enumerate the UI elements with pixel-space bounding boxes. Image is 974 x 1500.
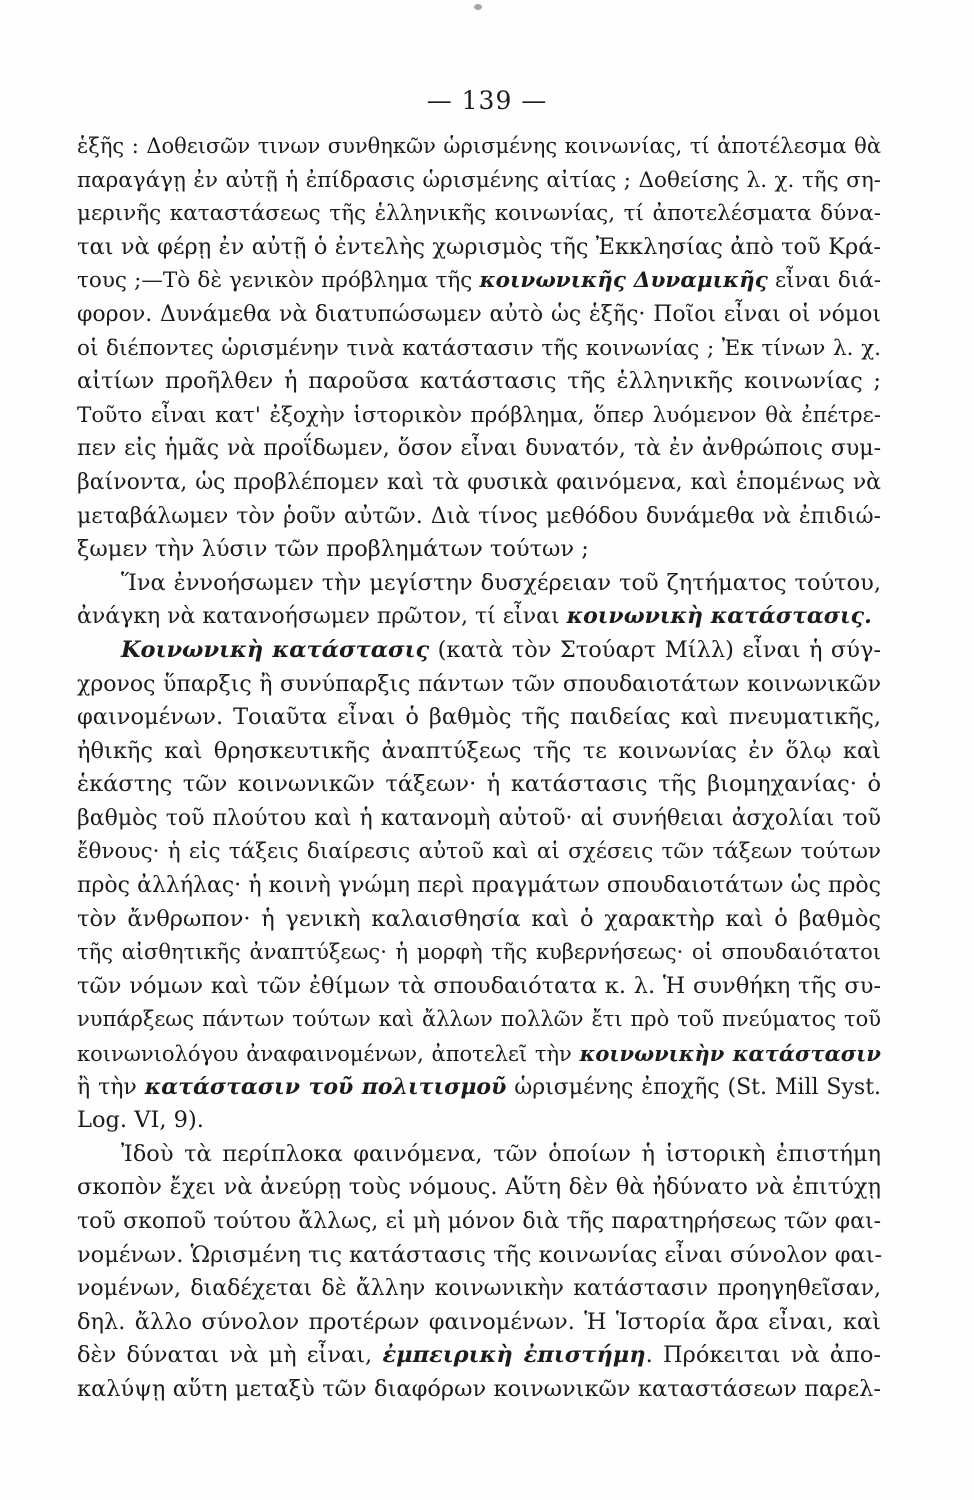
text-line: νομένων. Ὡρισμένη τις κατάστασις τῆς κοινωνίας εἶναι σύνολον φαι- [77, 1241, 883, 1268]
text-segment: τους ;—Τὸ δὲ γενικὸν πρόβλημα τῆς [77, 268, 473, 294]
text-line: χρονος ὕπαρξις ἢ συνύπαρξις πάντων τῶν σπουδαιοτάτων κοινωνικῶν [77, 671, 881, 697]
text-line: Ἰδοὺ τὰ περίπλοκα φαινόμενα, τῶν ὁποίων ἡ ἱστορικὴ ἐπιστήμη [121, 1140, 881, 1167]
text-line: μεταβάλωμεν τὸν ῥοῦν αὐτῶν. Διὰ τίνος μεθόδου δυνάμεθα νὰ ἐπιδιώ- [77, 503, 881, 529]
text-line: αἰτίων προῆλθεν ἡ παροῦσα κατάστασις τῆς ἑλληνικῆς κοινωνίας ; [77, 368, 881, 395]
emphasis-state-of-civilization: κατάστασιν τοῦ πολιτισμοῦ [144, 1073, 507, 1100]
text-line: πεν εἰς ἡμᾶς νὰ προΐδωμεν, ὅσον εἶναι δυνατόν, τὰ ἐν ἀνθρώποις συμ- [77, 436, 881, 462]
text-line: σκοπὸν ἔχει νὰ ἀνεύρῃ τοὺς νόμους. Αὕτη δὲν θὰ ἠδύνατο νὰ ἐπιτύχῃ [77, 1174, 881, 1201]
text-line: ἑξῆς : Δοθεισῶν τινων συνθηκῶν ὡρισμένης κοινωνίας, τί ἀποτέλεσμα θὰ [77, 134, 881, 158]
emphasis-social-state-acc: κοινωνικὴν κατάστασιν [579, 1041, 881, 1067]
text-line: τὸν ἄνθρωπον· ἡ γενικὴ καλαισθησία καὶ ὁ χαρακτὴρ καὶ ὁ βαθμὸς [77, 905, 881, 932]
text-line: Log. VI, 9). [77, 1107, 204, 1134]
text-segment: κοινωνιολόγου ἀναφαινομένων, ἀποτελεῖ τὴν [77, 1042, 572, 1067]
text-line: δηλ. ἄλλο σύνολον προτέρων φαινομένων. Ἡ Ἱστορία ἄρα εἶναι, καὶ [77, 1308, 881, 1335]
text-segment: δὲν δύναται νὰ μὴ εἶναι, [77, 1342, 373, 1369]
text-line: πρὸς ἀλλήλας· ἡ κοινὴ γνώμη περὶ πραγμάτων σπουδαιοτάτων ὡς πρὸς [77, 873, 881, 899]
text-segment: εἶναι διά- [775, 268, 881, 294]
text-line: ἑκάστης τῶν κοινωνικῶν τάξεων· ἡ κατάστασις τῆς βιομηχανίας· ὁ [77, 771, 881, 798]
emphasis-social-dynamics: κοινωνικῆς Δυναμικῆς [479, 268, 768, 294]
text-line [77, 1037, 881, 1071]
text-line: βαθμὸς τοῦ πλούτου καὶ ἡ κατανομὴ αὐτοῦ· αἱ συνήθειαι ἀσχολίαι τοῦ [77, 805, 881, 831]
text-line [77, 1339, 881, 1373]
text-line: ται νὰ φέρῃ ἐν αὐτῇ ὁ ἐντελὴς χωρισμὸς τῆς Ἐκκλησίας ἀπὸ τοῦ Κρά- [77, 233, 881, 260]
text-line: Τοῦτο εἶναι κατ' ἐξοχὴν ἱστορικὸν πρόβλημα, ὅπερ λυόμενον θὰ ἐπέτρε- [77, 402, 881, 428]
text-segment: . Πρόκειται νὰ ἀπο- [645, 1342, 881, 1369]
text-segment: (κατὰ τὸν Στούαρτ Μίλλ) εἶναι ἡ σύγ- [437, 636, 881, 663]
text-line [77, 264, 881, 298]
text-line: ξωμεν τὴν λύσιν τῶν προβλημάτων τούτων ; [77, 536, 589, 563]
text-line: νυπάρξεως πάντων τούτων καὶ ἄλλων πολλῶν ἔτι πρὸ τοῦ πνεύματος τοῦ [77, 1007, 881, 1032]
text-segment: ἀνάγκη νὰ κατανοήσωμεν πρῶτον, τί εἶναι [77, 604, 560, 630]
text-line: βαίνοντα, ὡς προβλέπομεν καὶ τὰ φυσικὰ φαινόμενα, καὶ ἑπομένως νὰ [77, 469, 881, 495]
text-line: φαινομένων. Τοιαῦτα εἶναι ὁ βαθμὸς τῆς παιδείας καὶ πνευματικῆς, [77, 704, 881, 731]
emphasis-social-state: κοινωνικὴ κατάστασις. [566, 603, 872, 630]
text-line: Ἵνα ἐννοήσωμεν τὴν μεγίστην δυσχέρειαν τοῦ ζητήματος τούτου, [121, 569, 881, 596]
text-line: ἔθνους· ἡ εἰς τάξεις διαίρεσις αὐτοῦ καὶ αἱ σχέσεις τῶν τάξεων τούτων [77, 839, 881, 865]
text-line: οἱ διέποντες ὡρισμένην τινὰ κατάστασιν τῆς κοινωνίας ; Ἐκ τίνων λ. χ. [77, 335, 881, 361]
ink-speck [474, 4, 482, 10]
text-segment: ὡρισμένης ἐποχῆς (St. Mill Syst. [514, 1074, 882, 1100]
emphasis-empirical-science: ἐμπειρικὴ ἐπιστήμη [382, 1342, 646, 1369]
text-line: νομένων, διαδέχεται δὲ ἄλλην κοινωνικὴν κατάστασιν προηγηθεῖσαν, [77, 1276, 881, 1302]
text-line [77, 634, 881, 668]
body-text [77, 130, 881, 1450]
text-segment: ἢ τὴν [77, 1074, 137, 1100]
text-line: φορον. Δυνάμεθα νὰ διατυπώσωμεν αὐτὸ ὡς ἑξῆς· Ποῖοι εἶναι οἱ νόμοι [77, 301, 881, 327]
text-line: τοῦ σκοποῦ τούτου ἄλλως, εἰ μὴ μόνον διὰ τῆς παρατηρήσεως τῶν φαι- [77, 1209, 881, 1234]
text-line: μερινῆς καταστάσεως τῆς ἑλληνικῆς κοινωνίας, τί ἀποτελέσματα δύνα- [77, 201, 881, 227]
text-line: ἠθικῆς καὶ θρησκευτικῆς ἀναπτύξεως τῆς τε κοινωνίας ἐν ὅλῳ καὶ [77, 737, 881, 764]
page-number: — 139 — [426, 86, 548, 115]
text-line: τῆς αἰσθητικῆς ἀναπτύξεως· ἡ μορφὴ τῆς κυβερνήσεως· οἱ σπουδαιότατοι [77, 940, 881, 965]
emphasis-social-state-heading: Κοινωνικὴ κατάστασις [121, 636, 430, 663]
text-line [77, 600, 881, 634]
text-line: καλύψῃ αὕτη μεταξὺ τῶν διαφόρων κοινωνικῶν καταστάσεων παρελ- [77, 1375, 881, 1402]
text-line: παραγάγῃ ἐν αὐτῇ ἡ ἐπίδρασις ὡρισμένης αἰτίας ; Δοθείσης λ. χ. τῆς ση- [77, 167, 881, 193]
text-line: τῶν νόμων καὶ τῶν ἐθίμων τὰ σπουδαιότατα κ. λ. Ἡ συνθήκη τῆς συ- [77, 972, 881, 999]
text-line [77, 1071, 881, 1105]
